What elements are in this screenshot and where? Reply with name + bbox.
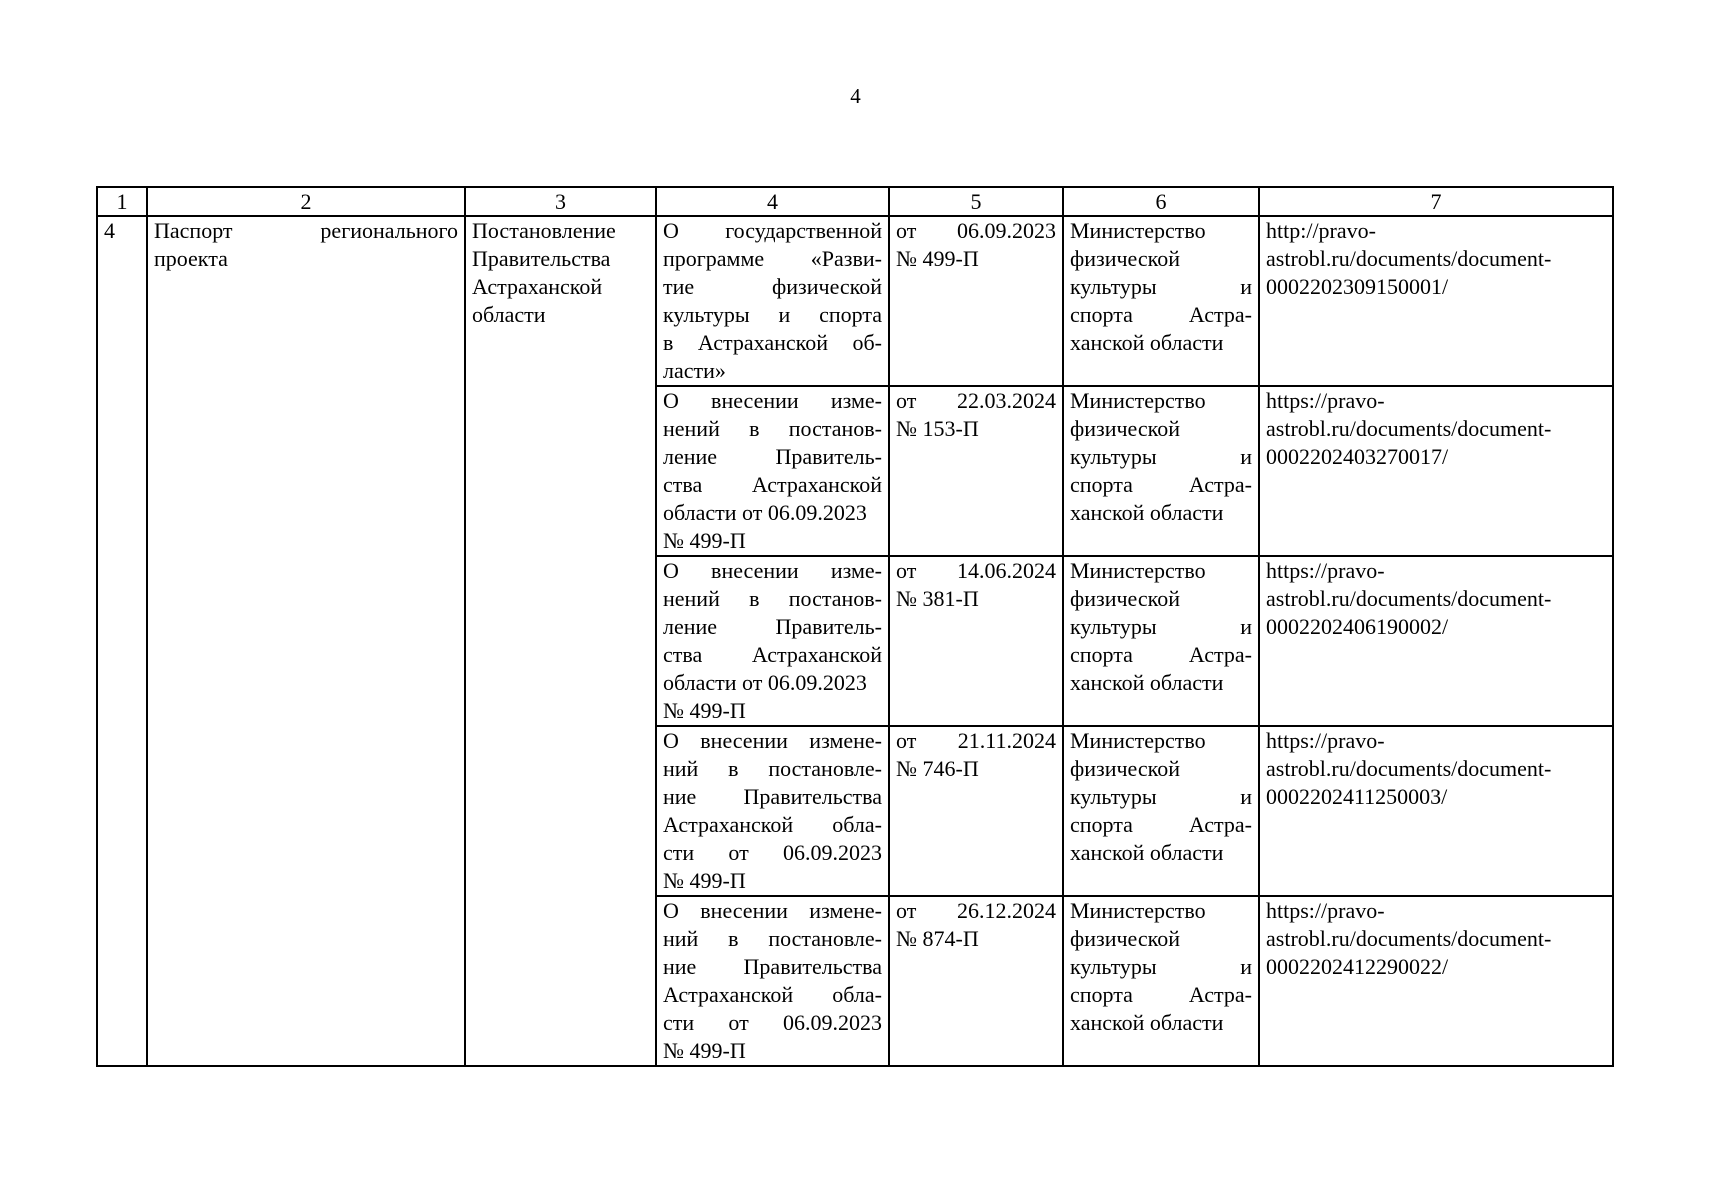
document-title-line: Астраханской обла- — [663, 982, 882, 1007]
document-url-cell[interactable] — [1259, 216, 1613, 386]
ministry-line: физической — [1070, 926, 1180, 951]
ministry-line: культуры и — [1070, 784, 1252, 809]
document-title-line: ства Астраханской — [663, 472, 882, 497]
header-col-2: 2 — [147, 187, 465, 216]
header-col-4: 4 — [656, 187, 889, 216]
document-title-line: О внесении изме- — [663, 558, 882, 583]
document-title-line: ний в постановле- — [663, 756, 882, 781]
header-col-3: 3 — [465, 187, 656, 216]
ministry-line: ханской области — [1070, 500, 1224, 525]
document-title-line: О государственной — [663, 218, 882, 243]
document-date-cell — [889, 726, 1063, 896]
document-title-cell — [656, 386, 889, 556]
row-number-cell — [97, 216, 147, 1066]
document-title-line: № 499-П — [663, 868, 746, 893]
document-url-line[interactable]: astrobl.ru/documents/document- — [1266, 926, 1552, 951]
document-title-cell — [656, 726, 889, 896]
document-url-line[interactable]: http://pravo- — [1266, 218, 1376, 243]
document-url-cell[interactable] — [1259, 726, 1613, 896]
document-url-line[interactable]: https://pravo- — [1266, 558, 1385, 583]
document-date: от 06.09.2023 — [896, 218, 1056, 243]
document-title-line: ласти» — [663, 358, 726, 383]
ministry-line: Министерство — [1070, 218, 1206, 243]
document-title-line: ний в постановле- — [663, 926, 882, 951]
document-title-line: О внесении измене- — [663, 728, 882, 753]
document-title-cell — [656, 216, 889, 386]
ministry-line: культуры и — [1070, 444, 1252, 469]
document-url-cell[interactable] — [1259, 386, 1613, 556]
table-row — [97, 216, 1613, 386]
document-title-line: программе «Разви- — [663, 246, 882, 271]
document-type-cell — [465, 216, 656, 1066]
document-title-line: ление Правитель- — [663, 614, 882, 639]
document-url-line[interactable]: https://pravo- — [1266, 728, 1385, 753]
document-title-cell — [656, 896, 889, 1066]
document-url-line[interactable]: 0002202412290022/ — [1266, 954, 1449, 979]
document-title-line: нений в постанов- — [663, 586, 882, 611]
ministry-line: Министерство — [1070, 558, 1206, 583]
document-date: от 22.03.2024 — [896, 388, 1056, 413]
ministry-cell — [1063, 216, 1259, 386]
ministry-line: культуры и — [1070, 274, 1252, 299]
document-url-line[interactable]: 0002202411250003/ — [1266, 784, 1448, 809]
ministry-cell — [1063, 386, 1259, 556]
ministry-line: ханской области — [1070, 840, 1224, 865]
document-title-line: сти от 06.09.2023 — [663, 840, 882, 865]
document-url-line[interactable]: https://pravo- — [1266, 898, 1385, 923]
document-date-cell — [889, 386, 1063, 556]
documents-table — [96, 186, 1614, 1067]
document-type-line: Постановление — [472, 218, 616, 243]
document-title-line: культуры и спорта — [663, 302, 882, 327]
document-url-line[interactable]: https://pravo- — [1266, 388, 1385, 413]
document-title-line: тие физической — [663, 274, 882, 299]
ministry-line: спорта Астра- — [1070, 302, 1252, 327]
table-body — [97, 216, 1613, 1066]
document-number: № 153-П — [896, 416, 979, 441]
document-title-cell — [656, 556, 889, 726]
document-url-line[interactable]: astrobl.ru/documents/document- — [1266, 756, 1552, 781]
document-title-line: № 499-П — [663, 528, 746, 553]
document-title-line: в Астраханской об- — [663, 330, 882, 355]
document-url-cell[interactable] — [1259, 556, 1613, 726]
document-number: № 381-П — [896, 586, 979, 611]
project-name-line: проекта — [154, 246, 228, 271]
document-title-line: Астраханской обла- — [663, 812, 882, 837]
document-type-line: Астраханской — [472, 274, 603, 299]
ministry-line: Министерство — [1070, 898, 1206, 923]
header-col-5: 5 — [889, 187, 1063, 216]
document-url-line[interactable]: 0002202309150001/ — [1266, 274, 1449, 299]
document-title-line: ства Астраханской — [663, 642, 882, 667]
ministry-cell — [1063, 556, 1259, 726]
ministry-line: спорта Астра- — [1070, 642, 1252, 667]
ministry-line: физической — [1070, 246, 1180, 271]
document-url-line[interactable]: astrobl.ru/documents/document- — [1266, 416, 1552, 441]
document-title-line: сти от 06.09.2023 — [663, 1010, 882, 1035]
document-type-line: области — [472, 302, 546, 327]
document-url-line[interactable]: 0002202406190002/ — [1266, 614, 1449, 639]
document-title-line: ление Правитель- — [663, 444, 882, 469]
document-number: № 499-П — [896, 246, 979, 271]
ministry-line: физической — [1070, 756, 1180, 781]
ministry-cell — [1063, 726, 1259, 896]
document-title-line: нений в постанов- — [663, 416, 882, 441]
document-title-line: О внесении изме- — [663, 388, 882, 413]
document-number: № 746-П — [896, 756, 979, 781]
document-date: от 21.11.2024 — [896, 728, 1056, 753]
document-title-line: № 499-П — [663, 698, 746, 723]
document-title-line: О внесении измене- — [663, 898, 882, 923]
ministry-line: культуры и — [1070, 614, 1252, 639]
document-date: от 26.12.2024 — [896, 898, 1056, 923]
header-col-7: 7 — [1259, 187, 1613, 216]
ministry-line: физической — [1070, 416, 1180, 441]
ministry-line: Министерство — [1070, 728, 1206, 753]
document-title-line: области от 06.09.2023 — [663, 670, 867, 695]
ministry-line: Министерство — [1070, 388, 1206, 413]
page-number: 4 — [850, 84, 861, 108]
header-col-1: 1 — [97, 187, 147, 216]
document-title-line: ние Правительства — [663, 954, 882, 979]
document-number: № 874-П — [896, 926, 979, 951]
ministry-line: ханской области — [1070, 670, 1224, 695]
document-url-line[interactable]: astrobl.ru/documents/document- — [1266, 246, 1552, 271]
ministry-line: ханской области — [1070, 1010, 1224, 1035]
ministry-line: физической — [1070, 586, 1180, 611]
document-url-line[interactable]: astrobl.ru/documents/document- — [1266, 586, 1552, 611]
document-date-cell — [889, 216, 1063, 386]
ministry-line: спорта Астра- — [1070, 982, 1252, 1007]
ministry-line: культуры и — [1070, 954, 1252, 979]
document-url-line[interactable]: 0002202403270017/ — [1266, 444, 1449, 469]
ministry-cell — [1063, 896, 1259, 1066]
ministry-line: спорта Астра- — [1070, 472, 1252, 497]
document-date-cell — [889, 896, 1063, 1066]
document-title-line: ние Правительства — [663, 784, 882, 809]
document-date-cell — [889, 556, 1063, 726]
document-url-cell[interactable] — [1259, 896, 1613, 1066]
header-col-6: 6 — [1063, 187, 1259, 216]
document-date: от 14.06.2024 — [896, 558, 1056, 583]
project-name-cell — [147, 216, 465, 1066]
document-type-line: Правительства — [472, 246, 611, 271]
document-title-line: № 499-П — [663, 1038, 746, 1063]
row-number: 4 — [104, 218, 115, 243]
ministry-line: ханской области — [1070, 330, 1224, 355]
table-header-row — [97, 187, 1613, 216]
ministry-line: спорта Астра- — [1070, 812, 1252, 837]
document-title-line: области от 06.09.2023 — [663, 500, 867, 525]
project-name-line: Паспорт регионального — [154, 218, 458, 243]
